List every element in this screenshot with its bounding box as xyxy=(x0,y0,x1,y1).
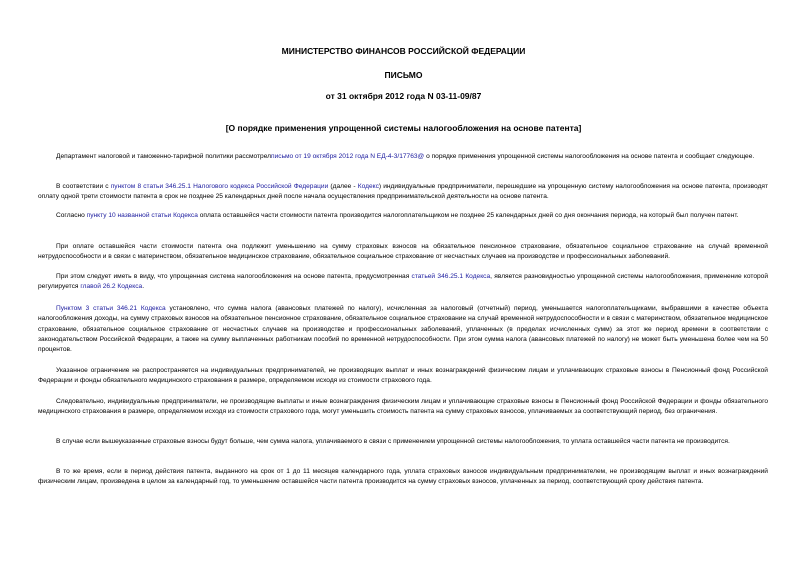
date-number-heading: от 31 октября 2012 года N 03-11-09/87 xyxy=(325,91,482,101)
paragraph-6: Пунктом 3 статьи 346.21 Кодекса установлено, что сумма налога (авансовых платежей по налогу), исчисленная за налоговый (отчетный) период, уменьшается налогоплательщиками, выбравшими в качестве объекта налогообложения доходы, на сумму страховых взносов на обязательное пенсионное страхование, обязательное социальное страхование на случай временной нетрудоспособности и в связи с материнством, обязательное медицинское страхование, обязательное социальное страхование от несчастных случаев на производстве и профессиональных заболеваний, уплаченных (в пределах исчисленных сумм) за этот же период времени в соответствии с законодательством Российской Федерации, а также на сумму выплаченных работникам пособий по временной нетрудоспособности. При этом сумма налога (авансовых платежей по налогу) не может быть уменьшена более чем на 50 процентов. xyxy=(38,305,768,354)
chapter-link[interactable]: главой 26.2 Кодекса xyxy=(80,283,143,291)
clause-10-link[interactable]: пункту 10 названной статьи Кодекса xyxy=(86,212,198,219)
doc-type-heading: ПИСЬМО xyxy=(384,70,423,80)
paragraph-8: Следовательно, индивидуальные предприниматели, не производящие выплаты и иные вознаграждения физическим лицам и уплачивающие страховые взносы в Пенсионный фонд Российской Федерации и фонды обязательного медицинского страхования в размере, определяемом исходя из стоимости страхового года, могут уменьшить стоимость патента на сумму страховых взносов, уплачиваемых за соответствующий период, без ограничения. xyxy=(38,398,768,416)
letter-link[interactable]: письмо от 19 октября 2012 года N ЕД-4-3/17763@ xyxy=(271,153,425,160)
paragraph-5: При этом следует иметь в виду, что упрощенная система налогообложения на основе патента, предусмотренная статьей 346.25.1 Кодекса, является разновидностью упрощенной системы налогообложения, применение которой регулируется главой 26.2 Кодекса. xyxy=(38,273,769,291)
subject-heading: [О порядке применения упрощенной системы налогообложения на основе патента] xyxy=(225,123,582,133)
paragraph-9: В случае если вышеуказанные страховые взносы будут больше, чем сумма налога, уплачиваемого в связи с применением упрощенной системы налогообложения, то уплата оставшейся части патента не производится. xyxy=(56,438,730,445)
paragraph-1: Департамент налоговой и таможенно-тарифной политики рассмотрелписьмо от 19 октября 2012 года N ЕД-4-3/17763@ о порядке применения упрощенной системы налогообложения на основе патента и сообщает следующее. xyxy=(56,153,755,160)
paragraph-3: Согласно пункту 10 названной статьи Кодекса оплата оставшейся части стоимости патента производится налогоплательщиком не позднее 25 календарных дней со дня окончания периода, на который был получен патент. xyxy=(56,212,739,219)
paragraph-4: При оплате оставшейся части стоимости патента она подлежит уменьшению на сумму страховых взносов на обязательное пенсионное страхование, обязательное социальное страхование на случай временной нетрудоспособности и в связи с материнством, обязательное медицинское страхование, обязательное социальное страхование от несчастных случаев на производстве и профессиональных заболеваний. xyxy=(38,243,768,261)
ministry-heading: МИНИСТЕРСТВО ФИНАНСОВ РОССИЙСКОЙ ФЕДЕРАЦИИ xyxy=(281,46,526,56)
paragraph-7: Указанное ограничение не распространяется на индивидуальных предпринимателей, не производящих выплат и иных вознаграждений физическим лицам и уплачивающих страховые взносы в Пенсионный фонд Российской Федерации и фонды обязательного медицинского страхования в размере, определяемом исходя из стоимости страхового года. xyxy=(38,367,768,385)
paragraph-10: В то же время, если в период действия патента, выданного на срок от 1 до 11 месяцев календарного года, уплата страховых взносов индивидуальным предпринимателем, не производящим выплат и иных вознаграждений физическим лицам, произведена в целом за календарный год, то уменьшение оставшейся части патента производится на сумму страховых взносов, уплаченных за период, соответствующий сроку действия патента. xyxy=(38,468,768,486)
clause-3-link[interactable]: Пунктом 3 статьи 346.21 Кодекса xyxy=(56,305,166,312)
tax-code-link[interactable]: пунктом 8 статьи 346.25.1 Налогового кодекса Российской Федерации xyxy=(110,183,329,190)
article-link[interactable]: статьей 346.25.1 Кодекса xyxy=(411,273,491,280)
paragraph-2: В соответствии с пунктом 8 статьи 346.25.1 Налогового кодекса Российской Федерации (далее - Кодекс) индивидуальные предприниматели, перешедшие на упрощенную систему налогообложения на основе патента, производят оплату одной трети стоимости патента в срок не позднее 25 календарных дней после начала осуществления предпринимательской деятельности на основе патента. xyxy=(38,183,769,201)
code-link[interactable]: Кодекс xyxy=(357,183,379,190)
